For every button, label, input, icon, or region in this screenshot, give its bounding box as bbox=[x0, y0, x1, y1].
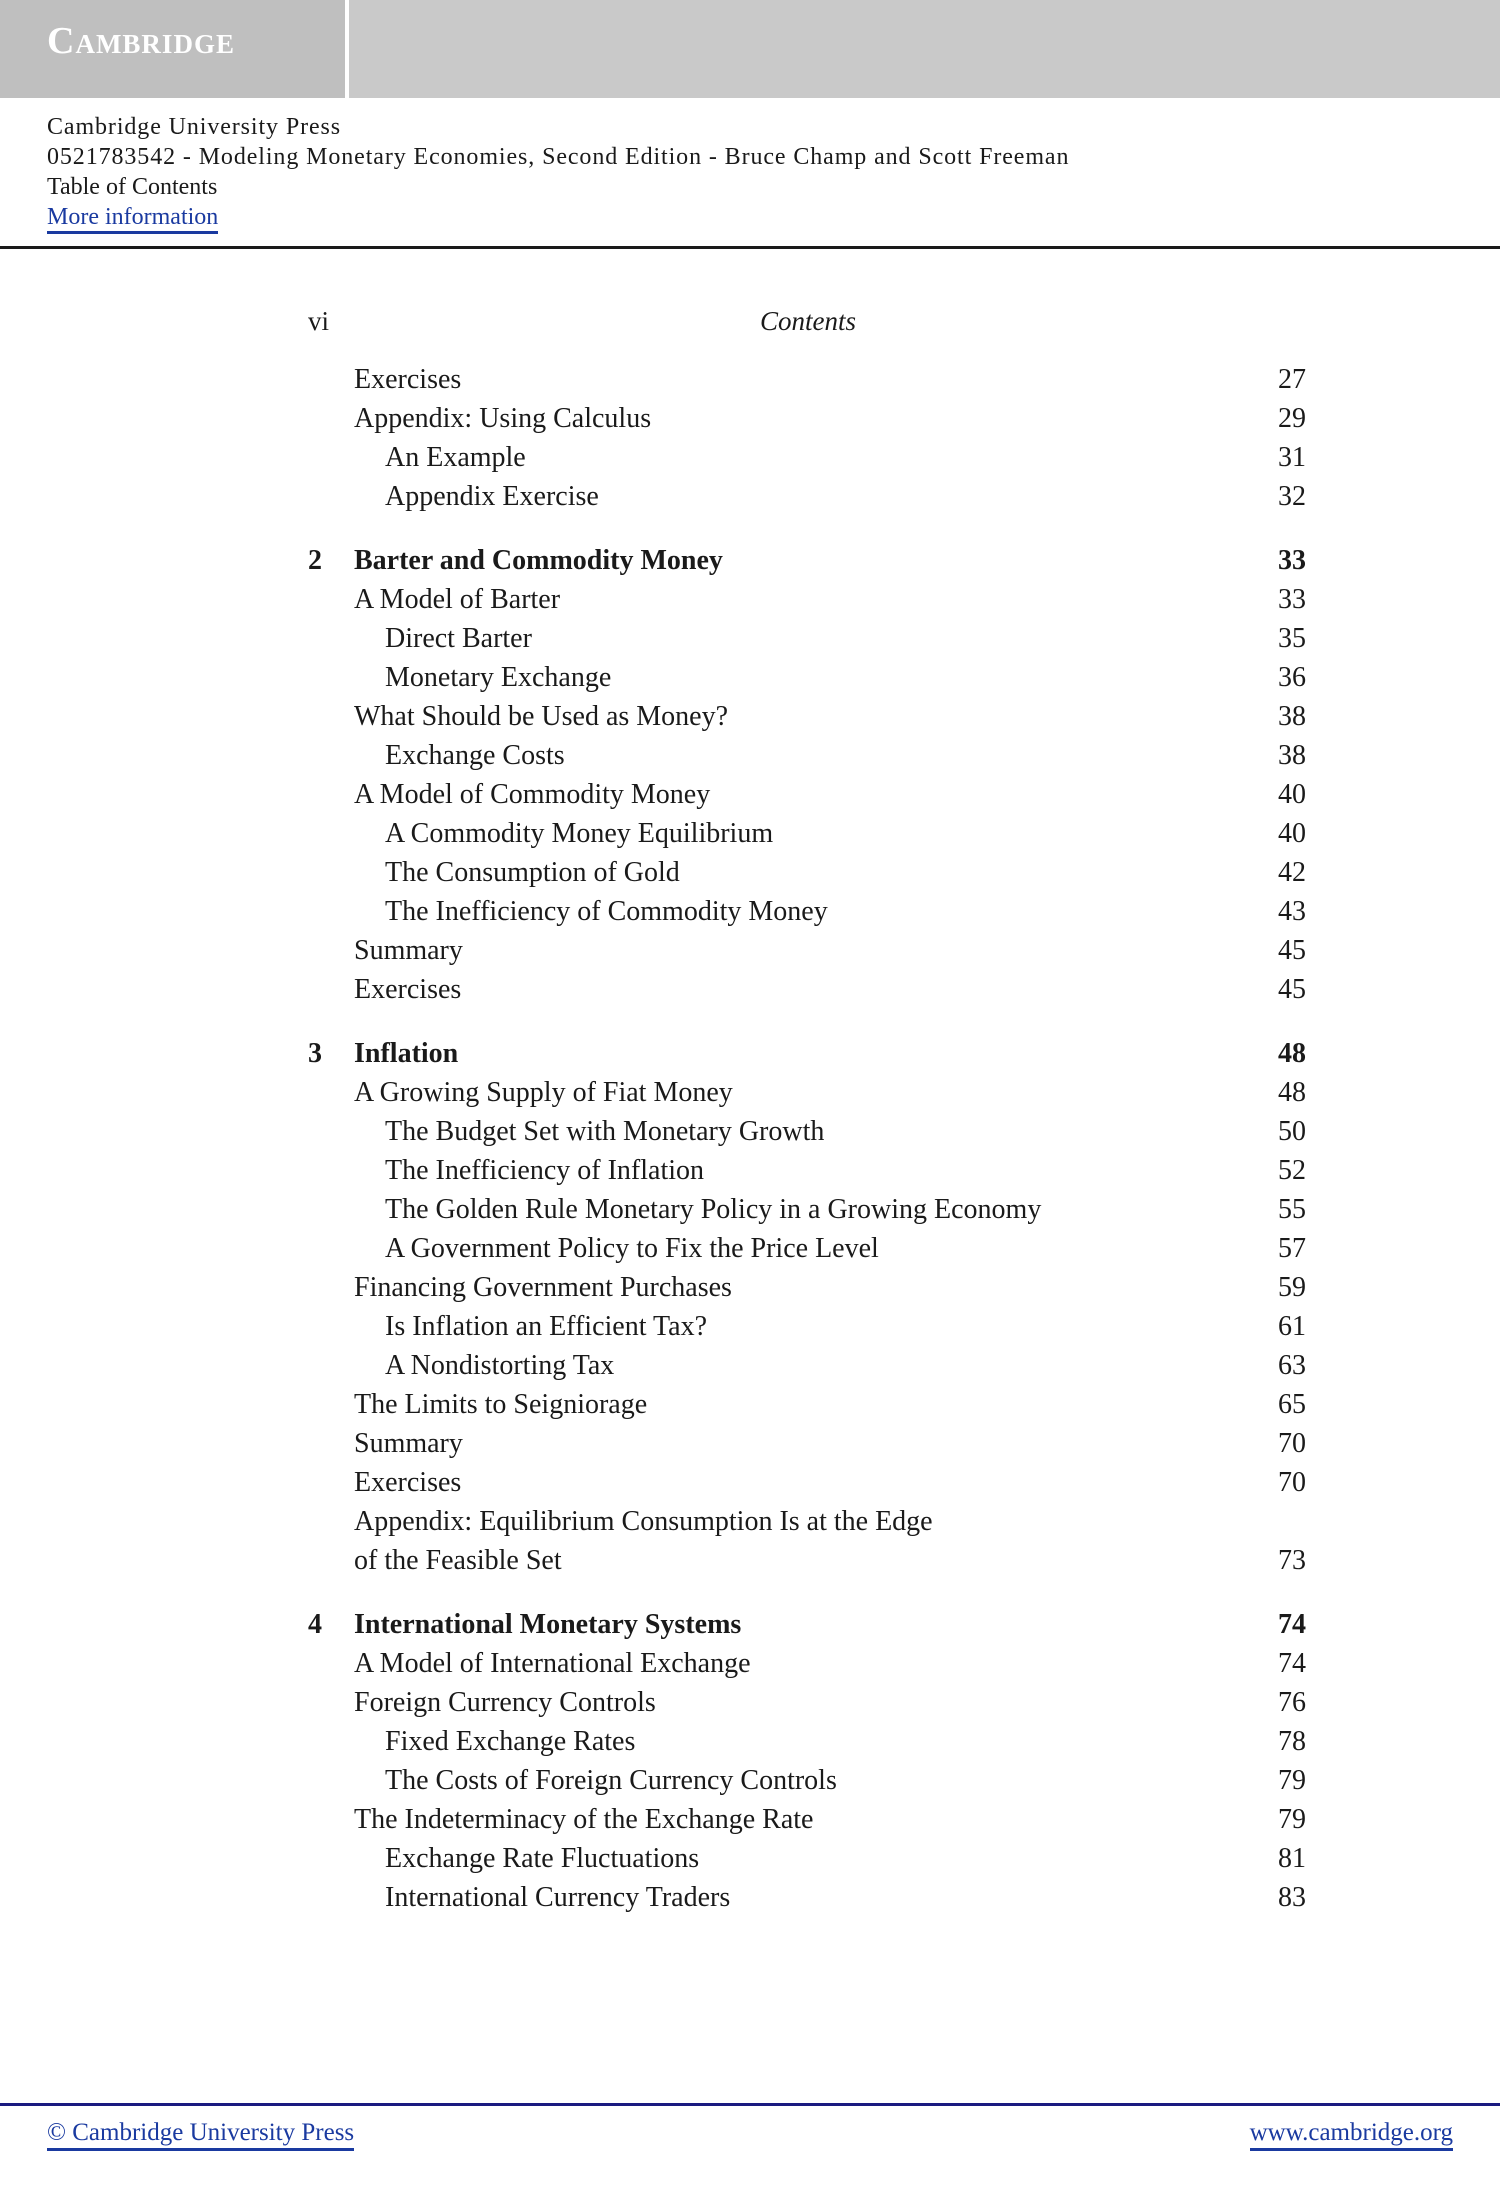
running-head bbox=[0, 306, 1500, 342]
section-label: Table of Contents bbox=[47, 174, 218, 200]
entry-title: Is Inflation an Efficient Tax? bbox=[385, 1311, 707, 1342]
entry-page-number: 81 bbox=[1278, 1843, 1306, 1874]
entry-page-number: 76 bbox=[1278, 1687, 1306, 1718]
toc-entry bbox=[308, 1268, 1306, 1307]
entry-page-number: 33 bbox=[1278, 584, 1306, 615]
entry-title: of the Feasible Set bbox=[354, 1545, 562, 1576]
toc-entry bbox=[308, 1307, 1306, 1346]
toc-entry bbox=[308, 736, 1306, 775]
entry-title: Summary bbox=[354, 935, 463, 966]
toc-group bbox=[308, 1605, 1306, 1917]
entry-title: Exercises bbox=[354, 364, 462, 395]
toc-entry bbox=[308, 1502, 1306, 1541]
header-info bbox=[47, 112, 1069, 232]
entry-title: Appendix: Using Calculus bbox=[354, 403, 652, 434]
toc-entry bbox=[308, 1424, 1306, 1463]
toc-entry bbox=[308, 1800, 1306, 1839]
toc-entry bbox=[308, 1151, 1306, 1190]
header-divider bbox=[0, 246, 1500, 249]
toc-group bbox=[308, 1034, 1306, 1580]
entry-title: A Government Policy to Fix the Price Level bbox=[385, 1233, 879, 1264]
toc-entry bbox=[308, 619, 1306, 658]
entry-page-number: 65 bbox=[1278, 1389, 1306, 1420]
entry-title: Monetary Exchange bbox=[385, 662, 612, 693]
entry-title: The Costs of Foreign Currency Controls bbox=[385, 1765, 837, 1796]
toc-entry bbox=[308, 775, 1306, 814]
toc-entry bbox=[308, 1683, 1306, 1722]
entry-title: The Inefficiency of Commodity Money bbox=[385, 896, 828, 927]
publisher-name: Cambridge University Press bbox=[47, 114, 342, 140]
entry-page-number: 45 bbox=[1278, 974, 1306, 1005]
chapter-number: 2 bbox=[308, 545, 322, 576]
entry-page-number: 38 bbox=[1278, 701, 1306, 732]
page-folio: vi bbox=[308, 306, 330, 336]
entry-page-number: 63 bbox=[1278, 1350, 1306, 1381]
toc-entry bbox=[308, 1761, 1306, 1800]
entry-page-number: 57 bbox=[1278, 1233, 1306, 1264]
toc-entry bbox=[308, 970, 1306, 1009]
toc-entry bbox=[308, 1644, 1306, 1683]
entry-page-number: 40 bbox=[1278, 818, 1306, 849]
footer-divider bbox=[0, 2103, 1500, 2106]
entry-title: The Inefficiency of Inflation bbox=[385, 1155, 705, 1186]
toc-entry bbox=[308, 697, 1306, 736]
entry-title: Direct Barter bbox=[385, 623, 532, 654]
entry-title: Inflation bbox=[354, 1038, 459, 1069]
entry-page-number: 61 bbox=[1278, 1311, 1306, 1342]
entry-page-number: 52 bbox=[1278, 1155, 1306, 1186]
toc-entry bbox=[308, 360, 1306, 399]
entry-page-number: 78 bbox=[1278, 1726, 1306, 1757]
entry-title: A Nondistorting Tax bbox=[385, 1350, 615, 1381]
entry-title: Exercises bbox=[354, 974, 462, 1005]
toc-group bbox=[308, 360, 1306, 516]
entry-title: A Model of Commodity Money bbox=[354, 779, 711, 810]
entry-title: International Monetary Systems bbox=[354, 1609, 742, 1640]
entry-title: Financing Government Purchases bbox=[354, 1272, 732, 1303]
entry-page-number: 43 bbox=[1278, 896, 1306, 927]
entry-page-number: 59 bbox=[1278, 1272, 1306, 1303]
toc-entry bbox=[308, 814, 1306, 853]
entry-page-number: 31 bbox=[1278, 442, 1306, 473]
toc-entry bbox=[308, 892, 1306, 931]
entry-title: International Currency Traders bbox=[385, 1882, 731, 1913]
entry-page-number: 70 bbox=[1278, 1428, 1306, 1459]
entry-page-number: 35 bbox=[1278, 623, 1306, 654]
website-link[interactable]: www.cambridge.org bbox=[1250, 2119, 1453, 2151]
toc-entry bbox=[308, 1073, 1306, 1112]
toc-entry bbox=[308, 658, 1306, 697]
toc-entry bbox=[308, 1385, 1306, 1424]
toc-entry bbox=[308, 1839, 1306, 1878]
toc-entry bbox=[308, 1346, 1306, 1385]
toc-entry bbox=[308, 1878, 1306, 1917]
running-title: Contents bbox=[759, 306, 856, 336]
entry-page-number: 29 bbox=[1278, 403, 1306, 434]
entry-page-number: 32 bbox=[1278, 481, 1306, 512]
toc-entry bbox=[308, 1190, 1306, 1229]
entry-page-number: 50 bbox=[1278, 1116, 1306, 1147]
entry-title: The Consumption of Gold bbox=[385, 857, 680, 888]
toc-entry bbox=[308, 853, 1306, 892]
entry-title: A Model of Barter bbox=[354, 584, 561, 615]
entry-title: A Commodity Money Equilibrium bbox=[385, 818, 774, 849]
more-information-link[interactable]: More information bbox=[47, 204, 218, 234]
entry-title: Appendix Exercise bbox=[385, 481, 599, 512]
toc-chapter-entry bbox=[308, 1605, 1306, 1644]
brand-box bbox=[0, 0, 349, 98]
entry-title: Barter and Commodity Money bbox=[354, 545, 723, 576]
entry-page-number: 38 bbox=[1278, 740, 1306, 771]
entry-page-number: 79 bbox=[1278, 1804, 1306, 1835]
entry-title: Summary bbox=[354, 1428, 463, 1459]
entry-page-number: 73 bbox=[1278, 1545, 1306, 1576]
entry-page-number: 48 bbox=[1278, 1038, 1306, 1069]
entry-page-number: 36 bbox=[1278, 662, 1306, 693]
entry-title: Appendix: Equilibrium Consumption Is at the Edge bbox=[354, 1506, 933, 1537]
entry-page-number: 74 bbox=[1278, 1609, 1306, 1640]
cambridge-logo: Cambridge bbox=[47, 20, 235, 62]
entry-page-number: 79 bbox=[1278, 1765, 1306, 1796]
copyright-link[interactable]: © Cambridge University Press bbox=[47, 2119, 354, 2151]
toc-entry bbox=[308, 1112, 1306, 1151]
toc-entry bbox=[308, 1722, 1306, 1761]
book-title: 0521783542 - Modeling Monetary Economies, Second Edition - Bruce Champ and Scott Freeman bbox=[47, 144, 1070, 170]
entry-page-number: 33 bbox=[1278, 545, 1306, 576]
entry-title: An Example bbox=[385, 442, 526, 473]
entry-page-number: 83 bbox=[1278, 1882, 1306, 1913]
toc-entry bbox=[308, 1229, 1306, 1268]
entry-title: A Model of International Exchange bbox=[354, 1648, 751, 1679]
entry-title: The Indeterminacy of the Exchange Rate bbox=[354, 1804, 814, 1835]
toc-entry bbox=[308, 438, 1306, 477]
toc-entry bbox=[308, 1463, 1306, 1502]
entry-title: Exchange Costs bbox=[385, 740, 565, 771]
entry-page-number: 40 bbox=[1278, 779, 1306, 810]
header-banner bbox=[0, 0, 1500, 98]
entry-page-number: 45 bbox=[1278, 935, 1306, 966]
entry-title: The Golden Rule Monetary Policy in a Growing Economy bbox=[385, 1194, 1042, 1225]
entry-page-number: 74 bbox=[1278, 1648, 1306, 1679]
toc-entry bbox=[308, 477, 1306, 516]
entry-title: What Should be Used as Money? bbox=[354, 701, 729, 732]
toc-entry bbox=[308, 1541, 1306, 1580]
entry-title: Exercises bbox=[354, 1467, 462, 1498]
chapter-number: 4 bbox=[308, 1609, 322, 1640]
toc-entry bbox=[308, 931, 1306, 970]
toc-entry bbox=[308, 399, 1306, 438]
entry-title: The Budget Set with Monetary Growth bbox=[385, 1116, 825, 1147]
chapter-number: 3 bbox=[308, 1038, 322, 1069]
entry-title: Foreign Currency Controls bbox=[354, 1687, 656, 1718]
entry-title: A Growing Supply of Fiat Money bbox=[354, 1077, 733, 1108]
entry-title: Fixed Exchange Rates bbox=[385, 1726, 636, 1757]
entry-title: The Limits to Seigniorage bbox=[354, 1389, 648, 1420]
entry-page-number: 55 bbox=[1278, 1194, 1306, 1225]
toc-chapter-entry bbox=[308, 1034, 1306, 1073]
entry-title: Exchange Rate Fluctuations bbox=[385, 1843, 700, 1874]
entry-page-number: 42 bbox=[1278, 857, 1306, 888]
toc-group bbox=[308, 541, 1306, 1009]
table-of-contents bbox=[308, 360, 1306, 1942]
entry-page-number: 27 bbox=[1278, 364, 1306, 395]
toc-chapter-entry bbox=[308, 541, 1306, 580]
entry-page-number: 70 bbox=[1278, 1467, 1306, 1498]
toc-entry bbox=[308, 580, 1306, 619]
entry-page-number: 48 bbox=[1278, 1077, 1306, 1108]
